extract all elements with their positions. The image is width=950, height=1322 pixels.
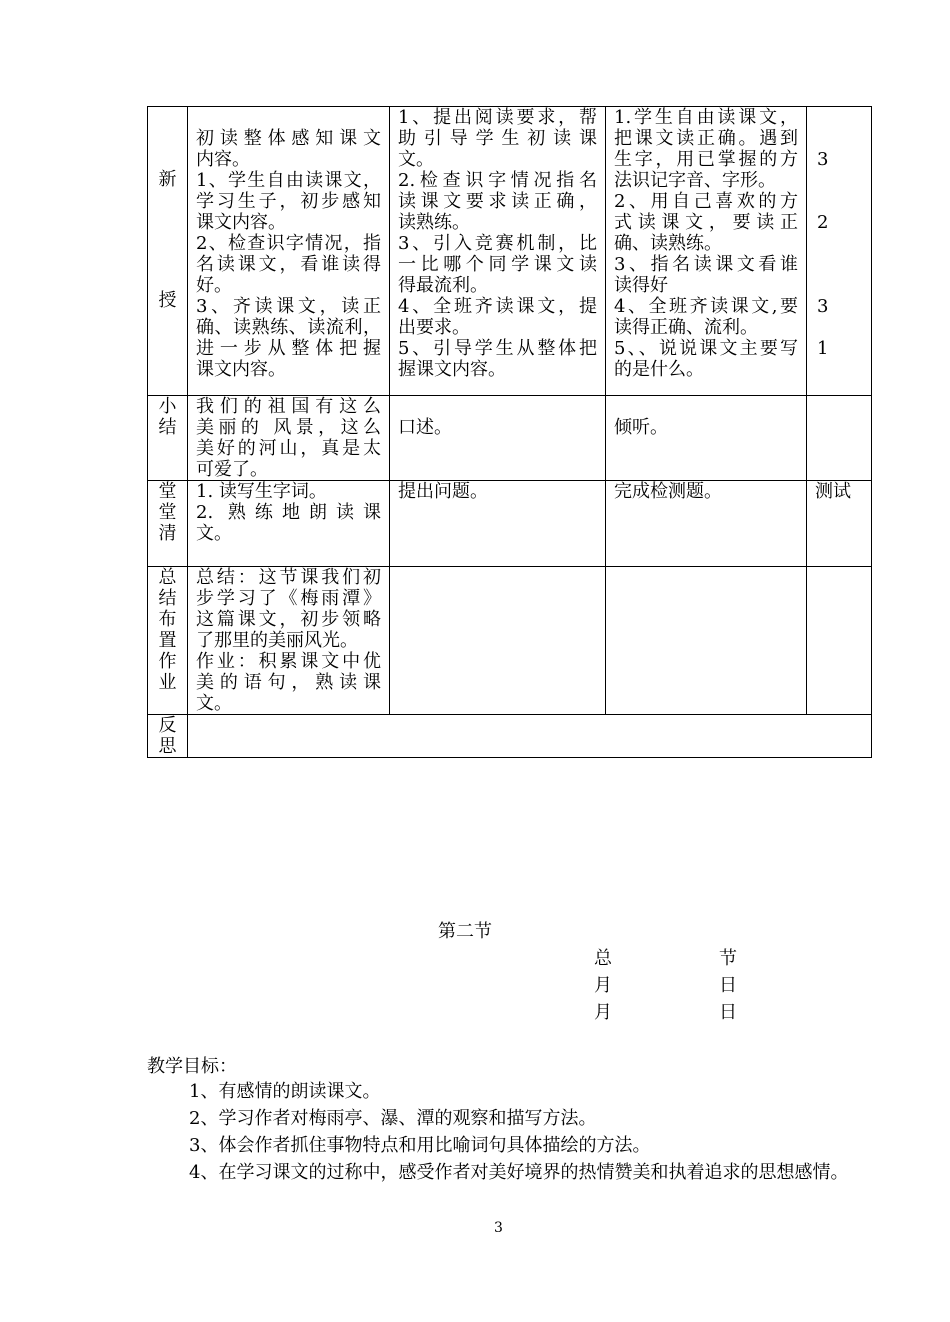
row-label-char: 布 — [158, 609, 177, 630]
student-activity-lines — [614, 107, 798, 380]
table-row-quiz — [148, 481, 872, 567]
student-activity-cell — [606, 107, 807, 396]
cell-line: 出要求。 — [398, 317, 470, 338]
cell-line: 1、提出阅读要求，帮 — [398, 107, 597, 128]
teacher-activity-cell — [390, 481, 606, 567]
goals-heading: 教学目标： — [147, 1056, 237, 1077]
cell-line: 2、检查识字情况，指 — [196, 233, 381, 254]
cell-line: 确、读熟练。 — [614, 233, 722, 254]
cell-line: 文。 — [398, 149, 434, 170]
cell-line: 4、全班齐读课文,要 — [614, 296, 798, 317]
cell-line: 1、学生自由读课文， — [196, 170, 381, 191]
teacher-content-lines — [196, 396, 381, 480]
student-activity-cell — [606, 481, 807, 567]
minutes-cell — [807, 107, 872, 396]
cell-line: 读得正确、流利。 — [614, 317, 758, 338]
cell-line: 式读课文，要读正 — [614, 212, 798, 233]
table-row-new-lesson — [148, 107, 872, 396]
student-activity-text: 完成检测题。 — [614, 481, 722, 502]
row-label-char: 清 — [158, 523, 177, 544]
row-label-char: 反 — [158, 715, 177, 736]
teacher-content-lines — [196, 567, 381, 714]
teacher-activity-text: 提出问题。 — [398, 481, 488, 502]
minutes-value: 3 — [817, 149, 829, 170]
student-activity-cell — [606, 396, 807, 481]
goal-item: 2、学习作者对梅雨亭、瀑、潭的观察和描写方法。 — [189, 1108, 597, 1129]
cell-line: 读得好 — [614, 275, 668, 296]
reflection-cell — [188, 715, 872, 758]
cell-line: 读课文要求读正确， — [398, 191, 597, 212]
teacher-content-cell — [188, 107, 390, 396]
cell-line: 得最流利。 — [398, 275, 488, 296]
cell-line: 法识记字音、字形。 — [614, 170, 776, 191]
cell-line: 3、指名读课文看谁 — [614, 254, 798, 275]
teacher-activity-lines — [398, 107, 597, 380]
cell-line: 助引导学生初读课 — [398, 128, 597, 149]
cell-line: 5、、说说课文主要写 — [614, 338, 798, 359]
meta-period-label: 节 — [719, 948, 737, 969]
section-title: 第二节 — [438, 921, 492, 942]
cell-line: 3、引入竞赛机制，比 — [398, 233, 597, 254]
cell-line: 文。 — [196, 693, 232, 714]
teacher-content-lines — [196, 128, 381, 380]
cell-line: 1.学生自由读课文， — [614, 107, 798, 128]
meta-day-label-2: 日 — [719, 1002, 737, 1023]
teacher-content-cell — [188, 396, 390, 481]
row-label-char: 置 — [158, 630, 177, 651]
row-label-summary — [148, 396, 188, 481]
row-label-char: 堂 — [158, 502, 177, 523]
row-label-char: 堂 — [158, 481, 177, 502]
row-label-char: 作 — [158, 651, 177, 672]
meta-total-label: 总 — [594, 948, 612, 969]
cell-line: 读熟练。 — [398, 212, 470, 233]
cell-line: 总结：这节课我们初 — [196, 567, 381, 588]
student-activity-cell — [606, 567, 807, 715]
teacher-content-cell — [188, 481, 390, 567]
cell-line: 好。 — [196, 275, 232, 296]
minutes-cell — [807, 567, 872, 715]
minutes-value: 3 — [817, 296, 829, 317]
cell-line: 3、齐读课文，读正 — [196, 296, 381, 317]
meta-month-label-2: 月 — [594, 1002, 612, 1023]
cell-line: 2、用自己喜欢的方 — [614, 191, 798, 212]
teacher-activity-cell — [390, 396, 606, 481]
minutes-value: 2 — [817, 212, 829, 233]
table-row-homework — [148, 567, 872, 715]
cell-line: 可爱了。 — [196, 459, 268, 480]
row-label-char: 思 — [158, 736, 177, 757]
cell-line: 名读课文，看谁读得 — [196, 254, 381, 275]
cell-line: 一比哪个同学课文读 — [398, 254, 597, 275]
minutes-value: 1 — [817, 338, 829, 359]
cell-line: 步学习了《梅雨潭》 — [196, 588, 381, 609]
cell-line: 这篇课文，初步领略 — [196, 609, 381, 630]
cell-line: 了那里的美丽风光。 — [196, 630, 358, 651]
page-number: 3 — [494, 1220, 503, 1236]
cell-line: 进一步从整体把握 — [196, 338, 381, 359]
cell-line: 把课文读正确。遇到 — [614, 128, 798, 149]
cell-line: 课文内容。 — [196, 359, 286, 380]
goal-item: 3、体会作者抓住事物特点和用比喻词句具体描绘的方法。 — [189, 1135, 651, 1156]
student-activity-text: 倾听。 — [614, 417, 668, 438]
row-label-char: 小 — [158, 396, 177, 417]
cell-line: 确、读熟练、读流利， — [196, 317, 381, 338]
cell-line: 美丽的 风景，这么 — [196, 417, 381, 438]
minutes-value: 测试 — [815, 481, 851, 502]
cell-line: 4、全班齐读课文，提 — [398, 296, 597, 317]
cell-line: 我们的祖国有这么 — [196, 396, 381, 417]
cell-line: 2.检查识字情况指名 — [398, 170, 597, 191]
cell-line: 的是什么。 — [614, 359, 704, 380]
teacher-activity-cell — [390, 107, 606, 396]
cell-line: 握课文内容。 — [398, 359, 506, 380]
row-label-char: 结 — [158, 417, 177, 438]
cell-line: 作业：积累课文中优 — [196, 651, 381, 672]
lesson-plan-table — [147, 106, 872, 758]
cell-line: 5、引导学生从整体把 — [398, 338, 597, 359]
row-label-quiz — [148, 481, 188, 567]
cell-line: 学习生子，初步感知 — [196, 191, 381, 212]
row-label-new-lesson — [148, 107, 188, 396]
cell-line: 文。 — [196, 523, 232, 544]
teacher-activity-cell — [390, 567, 606, 715]
row-label-char: 业 — [158, 672, 177, 693]
cell-line: 1. 读写生字词。 — [196, 481, 327, 502]
meta-day-label: 日 — [719, 975, 737, 996]
goal-item: 1、有感情的朗读课文。 — [189, 1081, 381, 1102]
row-label-char: 总 — [158, 567, 177, 588]
teacher-content-lines — [196, 481, 381, 544]
row-label-char: 授 — [158, 290, 177, 311]
row-label-reflection — [148, 715, 188, 758]
cell-line: 内容。 — [196, 149, 250, 170]
cell-line: 2. 熟练地朗读课 — [196, 502, 381, 523]
goal-item: 4、在学习课文的过称中，感受作者对美好境界的热情赞美和执着追求的思想感情。 — [189, 1162, 849, 1183]
cell-line: 课文内容。 — [196, 212, 286, 233]
meta-month-label: 月 — [594, 975, 612, 996]
teacher-activity-text: 口述。 — [398, 417, 452, 438]
minutes-cell — [807, 481, 872, 567]
cell-line: 美的语句，熟读课 — [196, 672, 381, 693]
table-row-reflection — [148, 715, 872, 758]
cell-line: 生字，用已掌握的方 — [614, 149, 798, 170]
minutes-cell — [807, 396, 872, 481]
cell-line: 美好的河山，真是太 — [196, 438, 381, 459]
teacher-content-cell — [188, 567, 390, 715]
row-label-char: 新 — [158, 169, 177, 190]
row-label-homework — [148, 567, 188, 715]
cell-line: 初读整体感知课文 — [196, 128, 381, 149]
row-label-char: 结 — [158, 588, 177, 609]
table-row-summary — [148, 396, 872, 481]
